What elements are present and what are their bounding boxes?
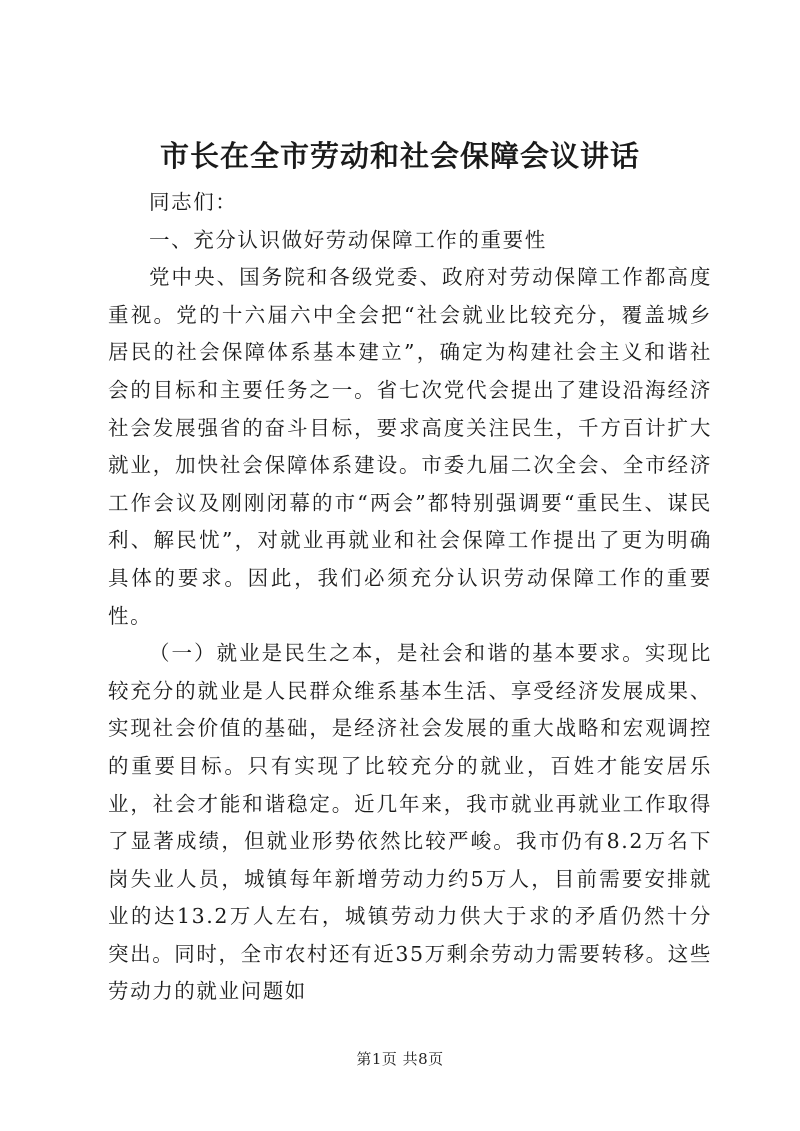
greeting-line: 同志们： <box>149 190 238 214</box>
document-title: 市长在全市劳动和社会保障会议讲话 <box>159 139 640 173</box>
page-number-footer: 第1页 共8页 <box>356 1050 444 1068</box>
body-paragraph: 党中央、国务院和各级党委、政府对劳动保障工作都高度重视。党的十六届六中全会把“社会就业比较充分，覆盖城乡居民的社会保障体系基本建立”，确定为构建社会主义和谐社会的目标和主要任务之一。省七次党代会提出了建设沿海经济社会发展强省的奋斗目标，要求高度关注民生，千方百计扩大就业，加快社会保障体系建设。市委九届二次全会、全市经济工作会议及刚刚闭幕的市“两会”都特别强调要“重民生、谋民利、解民忧”，对就业再就业和社会保障工作提出了更为明确具体的要求。因此，我们必须充分认识劳动保障工作的重要性。 <box>108 265 712 628</box>
body-paragraph: （一）就业是民生之本，是社会和谐的基本要求。实现比较充分的就业是人民群众维系基本生活、享受经济发展成果、实现社会价值的基础，是经济社会发展的重大战略和宏观调控的重要目标。只有实现了比较充分的就业，百姓才能安居乐业，社会才能和谐稳定。近几年来，我市就业再就业工作取得了显著成绩，但就业形势依然比较严峻。我市仍有8.2万名下岗失业人员，城镇每年新增劳动力约5万人，目前需要安排就业的达13.2万人左右，城镇劳动力供大于求的矛盾仍然十分突出。同时，全市农村还有近35万剩余劳动力需要转移。这些劳动力的就业问题如 <box>108 641 712 1004</box>
document-body <box>108 184 712 1011</box>
section-heading: 一、充分认识做好劳动保障工作的重要性 <box>149 227 547 252</box>
